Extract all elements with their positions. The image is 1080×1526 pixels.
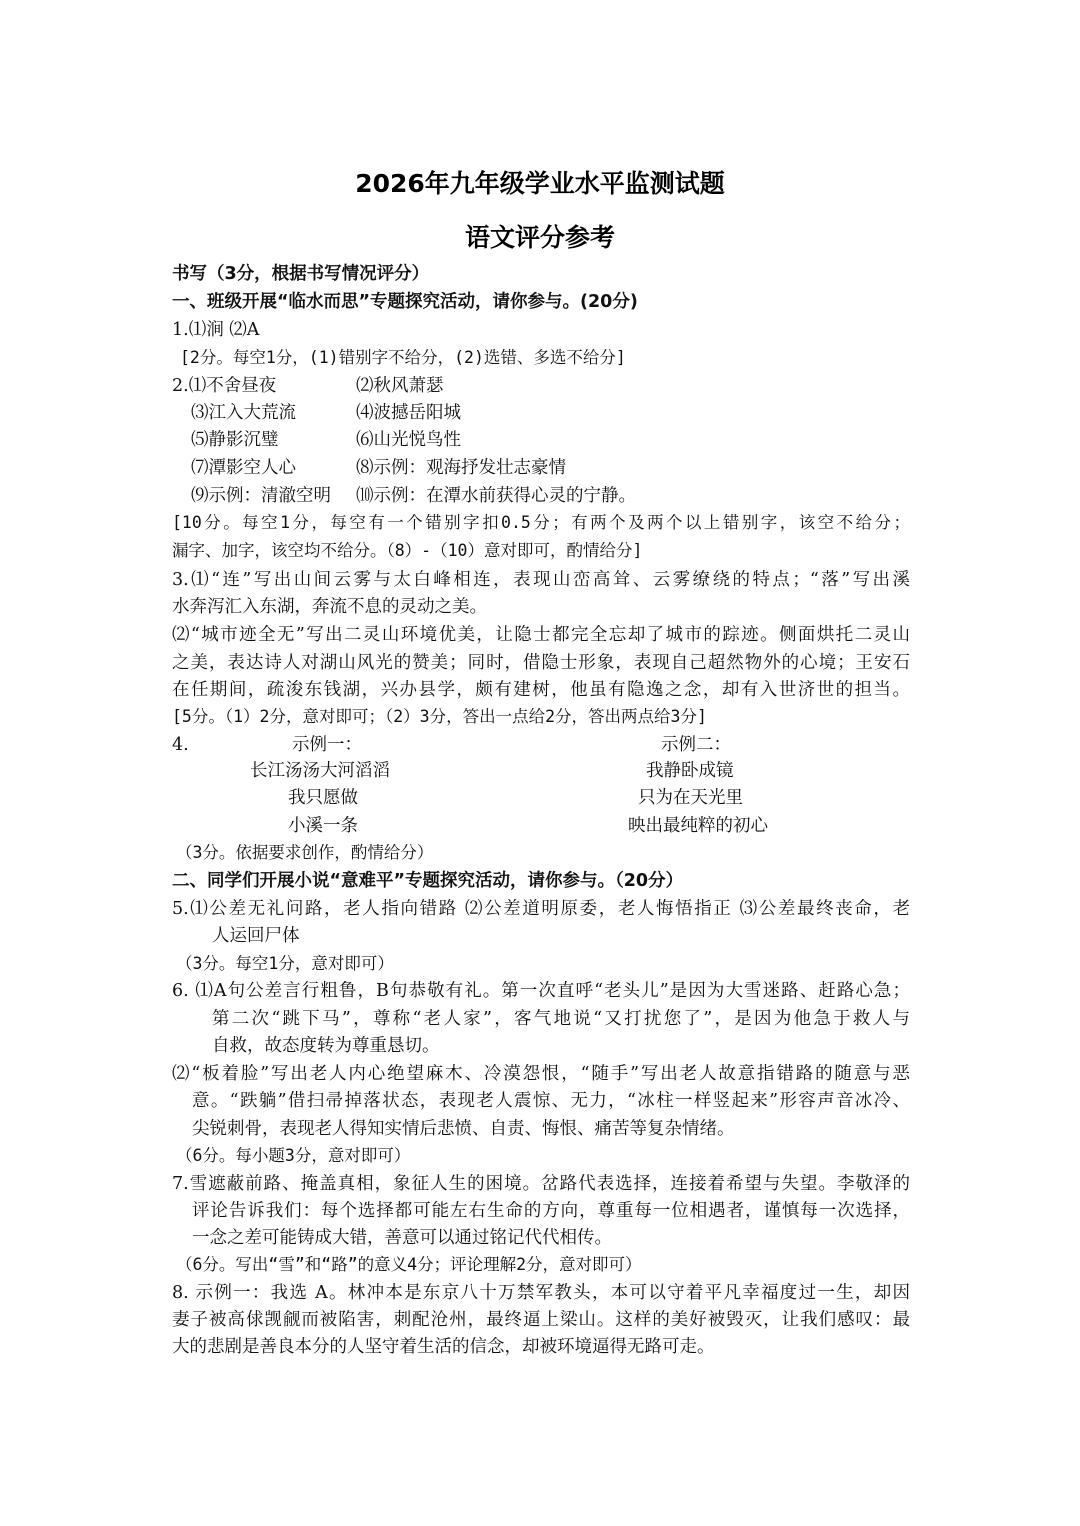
q4-example-1-line: 小溪一条 [288,816,358,836]
q2-item: ⑶江入大荒流 [191,403,296,423]
q8-answer-line: 8. 示例一：我选 A。林冲本是东京八十万禁军教头，本可以守着平凡幸福度过一生，却因 [172,1283,910,1303]
q3-answer-line: 3.⑴“连”写出山间云雾与太白峰相连，表现山峦高耸、云雾缭绕的特点；“落”写出溪 [172,570,910,590]
q8-answer-line: 妻子被高俅觊觎而被陷害，刺配沧州，最终逼上梁山。这样的美好被毁灭，让我们感叹：最 [172,1310,910,1330]
q7-answer-line: 一念之差可能铸成大错，善意可以通过铭记代代相传。 [192,1228,612,1248]
q1-answer: 1.⑴涧 ⑵A [172,320,260,340]
q4-example-1-label: 示例一： [292,735,362,755]
q4-example-2-label: 示例二： [661,735,731,755]
q5-answer-line: 人运回尸体 [212,926,300,946]
q5-scoring-note: （3分。每空1分，意对即可） [176,954,394,973]
q3-answer-line: ⑵“城市迹全无”写出二灵山环境优美，让隐士都完全忘却了城市的踪迹。侧面烘托二灵山 [172,625,910,645]
q3-answer-line: 之美，表达诗人对湖山风光的赞美；同时，借隐士形象，表现自己超然物外的心境；王安石 [172,653,910,673]
q4-example-2-line: 映出最纯粹的初心 [628,816,768,836]
q6-answer-line: 6. ⑴A句公差言行粗鲁，B句恭敬有礼。第一次直呼“老头儿”是因为大雪迷路、赶路心急； [172,981,910,1001]
answer-key-subtitle: 语文评分参考 [464,223,615,252]
q4-example-1-line: 我只愿做 [288,788,358,808]
q2-item: ⑺潭影空人心 [191,458,296,478]
q2-item: ⑼示例：清澈空明 [191,486,331,506]
q5-answer-line: 5.⑴公差无礼问路，老人指向错路 ⑵公差道明原委，老人悔悟指正 ⑶公差最终丧命，老 [172,899,910,919]
q6-answer-line: 意。“跌躺”借扫帚掉落状态，表现老人震惊、无力，“冰柱一样竖起来”形容声音冰冷、 [192,1091,910,1111]
q4-example-2-line: 只为在天光里 [638,788,743,808]
q3-answer-line: 在任期间，疏浚东钱湖，兴办县学，颇有建树，他虽有隐逸之念，却有入世济世的担当。 [172,680,910,700]
q6-answer-line: 尖锐刺骨，表现老人得知实情后悲愤、自责、悔恨、痛苦等复杂情绪。 [192,1119,735,1139]
q6-answer-line: ⑵“板着脸”写出老人内心绝望麻木、冷漠怨恨，“随手”写出老人故意指错路的随意与恶 [172,1064,910,1084]
q7-answer-line: 7.雪遮蔽前路、掩盖真相，象征人生的困境。岔路代表选择，连接着希望与失望。李敬泽的 [172,1174,910,1194]
q4-example-2-line: 我静卧成镜 [646,761,734,781]
q7-scoring-note: （6分。写出“雪”和“路”的意义4分；评论理解2分，意对即可） [176,1255,642,1274]
q8-answer-line: 大的悲剧是善良本分的人坚守着生活的信念，却被环境逼得无路可走。 [172,1337,715,1357]
q4-scoring-note: （3分。依据要求创作，酌情给分） [176,843,434,862]
q2-item: 2.⑴不舍昼夜 [172,376,277,396]
q2-scoring-note-line: [10分。每空1分，每空有一个错别字扣0.5分；有两个及两个以上错别字，该空不给分； [172,513,910,532]
q1-scoring-note: [2分。每空1分，(1)错别字不给分，(2)选错、多选不给分] [180,348,626,367]
section-1-heading: 一、班级开展“临水而思”专题探究活动，请你参与。(20分) [172,292,638,312]
q6-answer-line: 自救，故态度转为尊重恳切。 [212,1036,440,1056]
q2-scoring-note-line: 漏字、加字，该空均不给分。（8）-（10）意对即可，酌情给分] [172,541,643,560]
q2-item: ⑹山光悦鸟性 [356,430,461,450]
q3-answer-line: 水奔泻汇入东湖，奔流不息的灵动之美。 [172,597,487,617]
q3-scoring-note: [5分。（1）2分，意对即可；（2）3分，答出一点给2分，答出两点给3分] [172,707,707,726]
q2-item: ⑵秋风萧瑟 [356,376,444,396]
q7-answer-line: 评论告诉我们：每个选择都可能左右生命的方向，尊重每一位相遇者，谨慎每一次选择， [192,1201,910,1221]
q4-number: 4. [172,735,189,755]
writing-score-line: 书写（3分，根据书写情况评分） [172,264,430,284]
q2-item: ⑷波撼岳阳城 [356,403,461,423]
q4-example-1-line: 长江汤汤大河滔滔 [250,761,390,781]
q2-item: ⑻示例：观海抒发壮志豪情 [356,458,566,478]
q6-scoring-note: （6分。每小题3分，意对即可） [176,1146,411,1165]
exam-title: 2026年九年级学业水平监测试题 [355,169,725,198]
q2-item: ⑽示例：在潭水前获得心灵的宁静。 [356,486,636,506]
q6-answer-line: 第二次“跳下马”，尊称“老人家”，客气地说“又打扰您了”，是因为他急于救人与 [212,1009,910,1029]
q2-item: ⑸静影沉璧 [191,430,279,450]
section-2-heading: 二、同学们开展小说“意难平”专题探究活动，请你参与。（20分） [172,871,684,891]
